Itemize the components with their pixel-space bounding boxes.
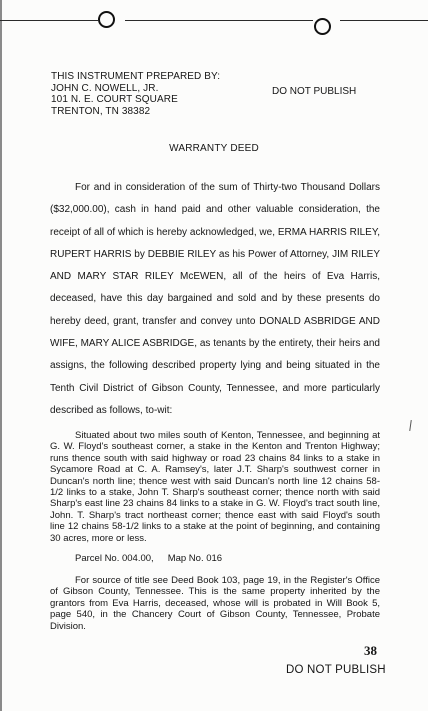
top-rule-right — [340, 20, 428, 21]
parcel-line — [75, 553, 222, 564]
consideration-paragraph: For and in consideration of the sum of Thirty-two Thousand Dollars ($32,000.00), cash in hand paid and other valuable consideration, the receipt of all of which is hereby acknowledged, we, ERMA HARRIS RILEY, RUPERT HARRIS by DEBBIE RILEY as his Power of Attorney, JIM RILEY AND MARY STAR RILEY McEWEN, all of the heirs of Eva Harris, deceased, have this day bargained and sold and by these presents do hereby deed, grant, transfer and convey unto DONALD ASBRIDGE AND WIFE, MARY ALICE ASBRIDGE, as tenants by the entirety, their heirs and assigns, the following described property lying and being situated in the Tenth Civil District of Gibson County, Tennessee, and more particularly described as follows, to-wit: — [50, 182, 380, 416]
top-rule-left — [0, 20, 98, 21]
top-rule-middle — [125, 20, 313, 21]
parcel-number: Parcel No. 004.00, — [75, 553, 154, 564]
preparer-name: JOHN C. NOWELL, JR. — [51, 82, 159, 94]
preparer-street: 101 N. E. COURT SQUARE — [51, 94, 178, 106]
preparer-block — [51, 71, 220, 117]
punch-hole-left — [98, 11, 115, 28]
do-not-publish-bottom: DO NOT PUBLISH — [286, 664, 386, 676]
stray-mark — [409, 420, 412, 431]
do-not-publish-top: DO NOT PUBLISH — [272, 86, 357, 97]
map-number: Map No. 016 — [167, 553, 223, 564]
document-title: WARRANTY DEED — [169, 143, 259, 154]
preparer-city: TRENTON, TN 38382 — [51, 105, 151, 117]
legal-description-paragraph: Situated about two miles south of Kenton, Tennessee, and beginning at G. W. Floyd's southeast corner, a stake in the Kenton and Trenton Highway; runs thence south with said highway or road 23 chains 84 links to a stake in Sycamore Road at C. A. Ramsey's, later J.T. Sharp's southwest corner in Duncan's north line; thence west with said Duncan's north line 12 chains 58-1/2 links to a stake, John T. Sharp's southeast corner; thence north with said Sharp's east line 23 chains 84 links to a stake in G. W. Floyd's tract south line, John. T. Sharp's tract northeast corner; thence east with said Floyd's south line 12 chains 58-1/2 links to a stake at the point of beginning, and containing 30 acres, more or less. — [50, 430, 380, 544]
page-number: 38 — [364, 643, 377, 658]
punch-hole-right — [314, 18, 331, 35]
source-of-title-paragraph: For source of title see Deed Book 103, page 19, in the Register's Office of Gibson County, Tennessee. This is the same property inherited by the grantors from Eva Harris, deceased, whose will is probated in Will Book 5, page 540, in the Chancery Court of Gibson County, Tennessee, Probate Division. — [50, 575, 380, 632]
scan-left-edge — [0, 0, 2, 711]
preparer-heading: THIS INSTRUMENT PREPARED BY: — [51, 71, 221, 82]
